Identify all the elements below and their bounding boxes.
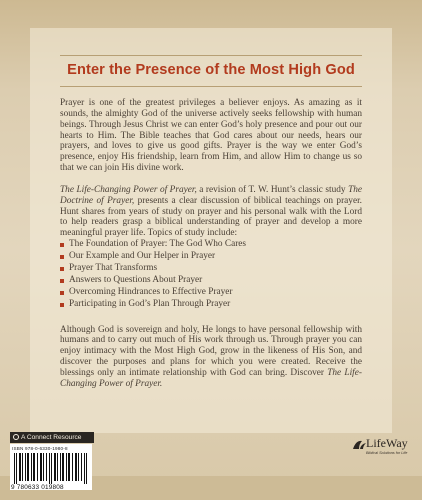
closing-text: Although God is sovereign and holy, He longs to have personal fellowship with humans and to carry out much of His work through us. Through prayer you can enjoy intimacy with the Most High God, grow in the likeness of His Son, and discover the purposes and plans for which you were created. Receive the blessings only an intimate relationship with God can bring. Discover <box>60 324 362 378</box>
topic-label: Answers to Questions About Prayer <box>69 274 203 285</box>
connect-icon <box>13 434 19 440</box>
page-title: Enter the Presence of the Most High God <box>67 62 355 78</box>
lifeway-mark-icon <box>352 438 367 450</box>
logo-name: LifeWay <box>366 436 408 450</box>
top-rule <box>60 55 362 56</box>
topic-label: Prayer That Transforms <box>69 262 158 273</box>
barcode-icon <box>14 453 90 484</box>
list-item <box>60 263 362 275</box>
paragraph-summary <box>60 185 362 239</box>
paragraph-closing <box>60 325 362 390</box>
topic-label: Our Example and Our Helper in Prayer <box>69 251 216 262</box>
topic-label: Overcoming Hindrances to Effective Prayer <box>69 286 233 297</box>
list-item <box>60 299 362 311</box>
summary-text-b: presents a clear discussion of biblical teachings on prayer. Hunt shares from years of study on prayer and his personal walk with the Lord to help readers grasp a biblical understanding of prayer and develop a more meaningful prayer life. Topics of study include: <box>60 195 362 239</box>
bullet-square-icon <box>60 303 64 307</box>
title-rule <box>60 86 362 87</box>
classic-title: The Doctrine of Prayer, <box>60 184 363 206</box>
connect-label: A Connect Resource <box>21 434 82 441</box>
topic-label: The Foundation of Prayer: The God Who Cares <box>69 239 247 250</box>
connect-badge <box>10 432 94 443</box>
list-item <box>60 287 362 299</box>
topic-label: Participating in God’s Plan Through Prayer <box>69 298 231 309</box>
bullet-square-icon <box>60 279 64 283</box>
summary-text-a: a revision of T. W. Hunt’s classic study <box>196 184 349 195</box>
paragraph-intro: Prayer is one of the greatest privileges a believer enjoys. As amazing as it sounds, the almighty God of the universe actively seeks fellowship with human beings. Through Jesus Christ we can enter God’s holy presence and pour out our hearts to Him. The Bible teaches that God cares about our needs, hears our prayers, and loves to give us good gifts. Prayer is the way we enter God’s presence, enjoy His friendship, learn from Him, and allow Him to change us so that we can join His divine work. <box>60 98 362 174</box>
bullet-square-icon <box>60 243 64 247</box>
list-item <box>60 275 362 287</box>
body-text <box>60 98 362 401</box>
list-item <box>60 251 362 263</box>
bullet-square-icon <box>60 291 64 295</box>
logo-tagline: Biblical Solutions for Life <box>366 451 408 455</box>
bullet-square-icon <box>60 255 64 259</box>
topic-list <box>60 239 362 310</box>
book-title: The Life-Changing Power of Prayer, <box>60 184 197 195</box>
list-item <box>60 239 362 251</box>
isbn-text: ISBN 978-0-6330-1980-8 <box>12 446 68 451</box>
closing-book-title: The Life-Changing Power of Prayer. <box>60 367 362 389</box>
bullet-square-icon <box>60 267 64 271</box>
barcode-number: 9 780633 019808 <box>11 484 64 491</box>
publisher-logo <box>352 436 410 466</box>
